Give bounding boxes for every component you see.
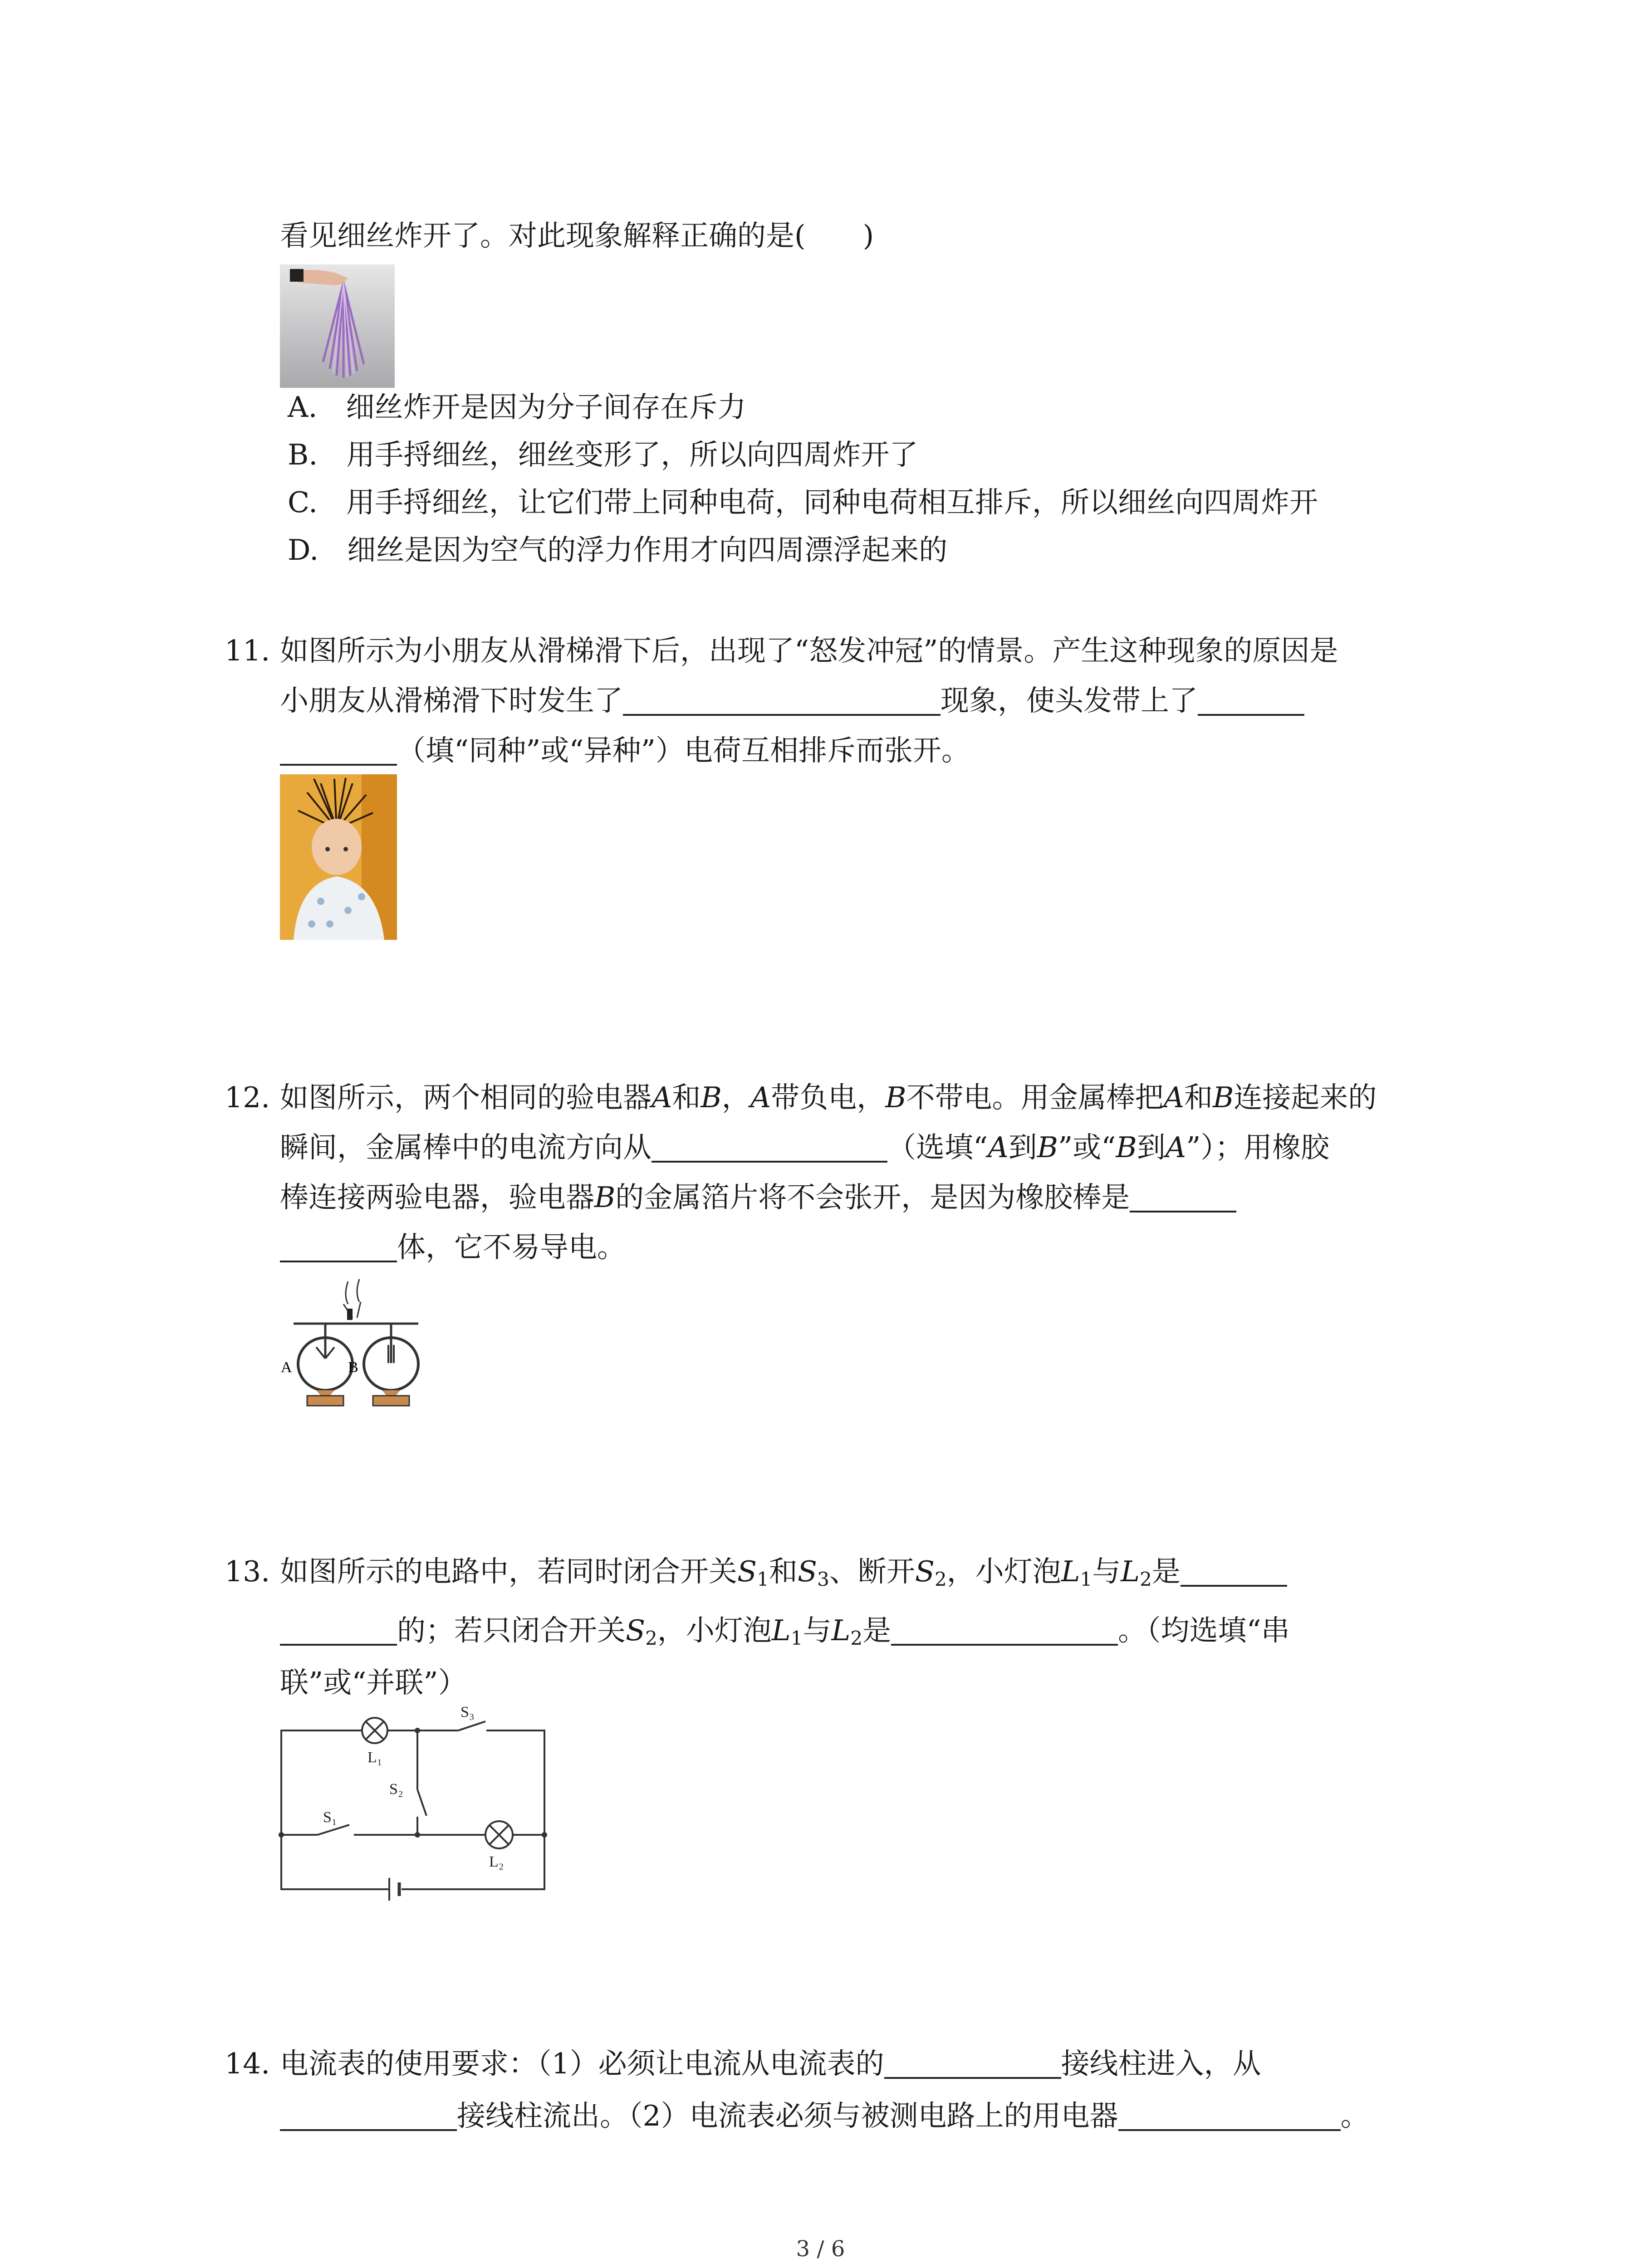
q12-blank-1[interactable]: [652, 1134, 887, 1163]
q11-blank-2a[interactable]: [1198, 687, 1304, 716]
q11-line-1: 如图所示为小朋友从滑梯滑下后，出现了“怒发冲冠”的情景。产生这种现象的原因是: [280, 634, 1338, 667]
q10-question-tail: 看见细丝炸开了。对此现象解释正确的是( ): [280, 219, 874, 252]
q13-blank-2[interactable]: [891, 1617, 1118, 1646]
q10-figure-tassel-photo: [280, 264, 395, 388]
q13-line-1: 如图所示的电路中，若同时闭合开关$S_1$和$S_3$、断开$S_2$，小灯泡$L_1$与$L_2$是: [280, 1551, 1287, 1600]
q14-blank-2[interactable]: [280, 2102, 457, 2131]
q12-figure-electroscopes: [280, 1277, 425, 1413]
q12-line-3: 棒连接两验电器，验电器B的金属箔片将不会张开，是因为橡胶棒是: [280, 1177, 1236, 1218]
q10-option-d: D. 细丝是因为空气的浮力作用才向四周漂浮起来的: [288, 533, 948, 567]
q14-blank-3[interactable]: [1118, 2102, 1341, 2131]
q12-number: 12.: [225, 1081, 270, 1114]
q13-blank-1a[interactable]: [1181, 1558, 1287, 1587]
electroscope-a-icon: [298, 1324, 353, 1406]
electroscope-b-icon: [364, 1324, 418, 1406]
q12-line-2: 瞬间，金属棒中的电流方向从 （选填“A到B”或“B到A”）；用橡胶: [280, 1131, 1329, 1164]
page-number: 3 / 6: [796, 2236, 845, 2262]
q14-line-2: 接线柱流出。（2）电流表必须与被测电路上的用电器 。: [280, 2096, 1369, 2136]
q11-line-3: （填“同种”或“异种”）电荷互相排斥而张开。: [280, 730, 970, 771]
q10-option-c: C. 用手捋细丝，让它们带上同种电荷，同种电荷相互排斥，所以细丝向四周炸开: [288, 486, 1318, 519]
q13-line-3: 联”或“并联”）: [280, 1666, 467, 1699]
lamp-l2-icon: [485, 1821, 513, 1848]
q14-line-1: 电流表的使用要求：（1）必须让电流从电流表的 接线柱进入，从: [280, 2047, 1261, 2080]
label-l2: L₂: [489, 1853, 504, 1870]
q10-option-a: A. 细丝炸开是因为分子间存在斥力: [288, 391, 746, 424]
q14-blank-1[interactable]: [884, 2050, 1061, 2079]
electroscope-b-label: B: [348, 1359, 358, 1376]
q12-blank-2a[interactable]: [1130, 1183, 1236, 1212]
q11-figure-child-photo: [280, 774, 397, 940]
electroscope-a-label: A: [281, 1359, 292, 1376]
label-s2: S₂: [389, 1781, 403, 1798]
q11-number: 11.: [225, 634, 270, 667]
q11-line-2: 小朋友从滑梯滑下时发生了 现象，使头发带上了: [280, 680, 1304, 721]
q13-number: 13.: [225, 1555, 270, 1588]
q11-blank-2b[interactable]: [280, 737, 397, 766]
q10-option-b: B. 用手捋细丝，细丝变形了，所以向四周炸开了: [288, 438, 918, 471]
lamp-l1-icon: [362, 1718, 387, 1743]
q12-line-4: 体，它不易导电。: [280, 1227, 626, 1268]
q12-blank-2b[interactable]: [280, 1233, 397, 1262]
q13-line-2: 的；若只闭合开关$S_2$，小灯泡$L_1$与$L_2$是 。（均选填“串: [280, 1610, 1290, 1659]
label-s1: S₁: [323, 1809, 337, 1826]
label-l1: L₁: [367, 1749, 382, 1766]
label-s3: S₃: [460, 1704, 475, 1721]
q12-line-1: 如图所示，两个相同的验电器A和B，A带负电，B不带电。用金属棒把A和B连接起来的: [280, 1081, 1377, 1114]
q14-number: 14.: [225, 2047, 270, 2080]
q11-blank-1[interactable]: [623, 687, 941, 716]
q13-figure-circuit: [272, 1703, 554, 1905]
q13-blank-1b[interactable]: [280, 1617, 397, 1646]
